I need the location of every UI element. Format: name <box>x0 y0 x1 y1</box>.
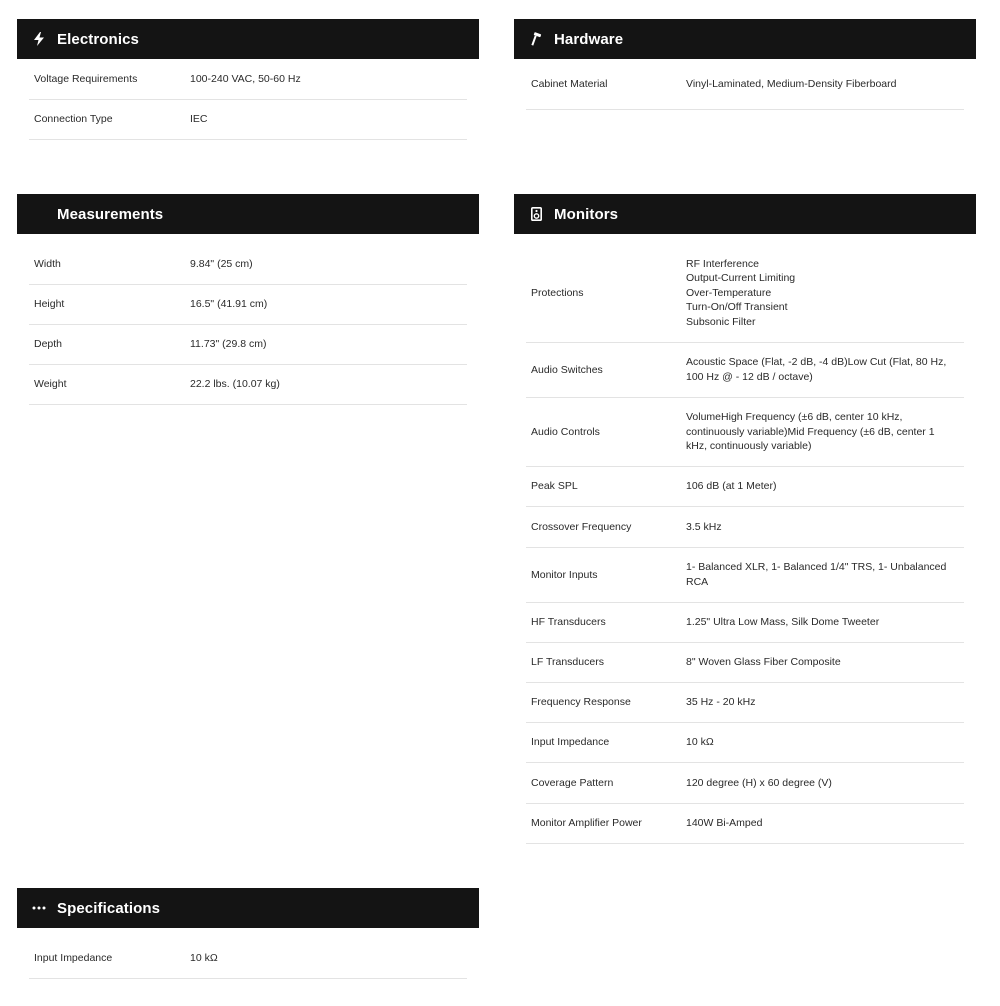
spec-value: IEC <box>190 113 208 126</box>
spec-value: 9.84" (25 cm) <box>190 257 253 270</box>
spec-row-height <box>29 285 467 325</box>
spec-label: Depth <box>34 338 63 351</box>
spec-value-line: Acoustic Space (Flat, -2 dB, -4 dB)Low Cut (Flat, 80 Hz, <box>686 356 947 369</box>
electronics-title: Electronics <box>57 30 139 48</box>
spec-value: 10 kΩ <box>686 736 714 749</box>
spec-label: Crossover Frequency <box>531 520 632 533</box>
specifications-header <box>17 888 479 928</box>
monitors-header <box>514 194 976 234</box>
electronics-header <box>17 19 479 59</box>
spec-value: 22.2 lbs. (10.07 kg) <box>190 378 280 391</box>
spec-label: Audio Switches <box>531 363 603 376</box>
spec-row-cabinet <box>526 59 964 110</box>
specifications-panel <box>17 888 479 979</box>
spec-label: Coverage Pattern <box>531 776 614 789</box>
hardware-rows <box>526 59 964 110</box>
spec-value-line: continuously variable)Mid Frequency (±6 dB, center 1 <box>686 425 935 438</box>
electronics-rows <box>29 59 467 140</box>
specifications-rows <box>29 928 467 979</box>
spec-value-line: kHz, continuously variable) <box>686 440 812 453</box>
spec-value: 11.73" (29.8 cm) <box>190 338 267 351</box>
spec-value <box>686 560 964 589</box>
spec-label: Frequency Response <box>531 696 631 709</box>
spec-row-coverage-pattern <box>526 763 964 804</box>
spec-value-line: 1- Balanced XLR, 1- Balanced 1/4" TRS, 1- Unbalanced <box>686 561 947 574</box>
spec-row-voltage <box>29 59 467 100</box>
electronics-panel <box>17 19 479 140</box>
spec-value: Vinyl-Laminated, Medium-Density Fiberboard <box>686 77 897 90</box>
monitors-title: Monitors <box>554 205 619 223</box>
spec-row-frequency-response <box>526 683 964 723</box>
spec-value: 16.5" (41.91 cm) <box>190 298 268 311</box>
spec-label: Width <box>34 257 61 270</box>
monitors-panel <box>514 194 976 844</box>
spec-label: Height <box>34 298 65 311</box>
spec-value-line: Subsonic Filter <box>686 315 756 328</box>
spec-value-line: RF Interference <box>686 257 759 270</box>
measurements-panel <box>17 194 479 405</box>
spec-row-amplifier-power <box>526 804 964 844</box>
measurements-icon-placeholder <box>31 206 47 222</box>
spec-label: Input Impedance <box>34 951 113 964</box>
spec-value <box>686 355 964 384</box>
measurements-header <box>17 194 479 234</box>
spec-value: 140W Bi-Amped <box>686 817 763 830</box>
spec-value: 106 dB (at 1 Meter) <box>686 480 777 493</box>
spec-value <box>686 257 964 330</box>
spec-label: HF Transducers <box>531 616 606 629</box>
monitors-rows <box>526 234 964 844</box>
hardware-header <box>514 19 976 59</box>
spec-label: Audio Controls <box>531 425 600 438</box>
more-dots-icon <box>31 900 47 916</box>
spec-row-audio-switches <box>526 343 964 398</box>
spec-row-protections <box>526 234 964 343</box>
hammer-icon <box>528 31 544 47</box>
spec-label: Peak SPL <box>531 480 578 493</box>
spec-label: Cabinet Material <box>531 77 608 90</box>
spec-value: 1.25" Ultra Low Mass, Silk Dome Tweeter <box>686 616 880 629</box>
speaker-icon <box>528 206 544 222</box>
specifications-title: Specifications <box>57 899 161 917</box>
spec-row-peak-spl <box>526 467 964 507</box>
spec-label: Voltage Requirements <box>34 72 138 85</box>
spec-label: Monitor Inputs <box>531 568 598 581</box>
spec-row-input-impedance <box>29 928 467 979</box>
measurements-title: Measurements <box>57 205 164 223</box>
spec-row-audio-controls <box>526 398 964 467</box>
spec-label: Protections <box>531 286 584 299</box>
hardware-panel <box>514 19 976 110</box>
spec-value-line: VolumeHigh Frequency (±6 dB, center 10 kHz, <box>686 411 903 424</box>
measurements-rows <box>29 234 467 405</box>
spec-row-connection <box>29 100 467 140</box>
spec-label: LF Transducers <box>531 656 604 669</box>
spec-value <box>686 410 964 454</box>
hardware-title: Hardware <box>554 30 624 48</box>
spec-value-line: RCA <box>686 576 709 588</box>
spec-value: 3.5 kHz <box>686 520 722 533</box>
spec-row-monitor-inputs <box>526 548 964 603</box>
spec-value-line: Output-Current Limiting <box>686 272 796 285</box>
spec-label: Monitor Amplifier Power <box>531 817 642 830</box>
spec-value-line: Turn-On/Off Transient <box>686 301 788 314</box>
spec-value-line: Over-Temperature <box>686 286 772 299</box>
spec-row-crossover <box>526 507 964 548</box>
spec-row-width <box>29 234 467 285</box>
spec-row-hf-transducers <box>526 603 964 643</box>
spec-label: Weight <box>34 378 67 391</box>
spec-value: 8" Woven Glass Fiber Composite <box>686 656 841 669</box>
spec-value: 10 kΩ <box>190 951 218 964</box>
spec-label: Input Impedance <box>531 736 610 749</box>
spec-row-lf-transducers <box>526 643 964 683</box>
spec-row-weight <box>29 365 467 405</box>
spec-value: 35 Hz - 20 kHz <box>686 696 756 709</box>
spec-label: Connection Type <box>34 113 113 126</box>
spec-value: 100-240 VAC, 50-60 Hz <box>190 72 301 85</box>
spec-row-input-impedance <box>526 723 964 763</box>
spec-value-line: 100 Hz @ - 12 dB / octave) <box>686 371 813 383</box>
spec-row-depth <box>29 325 467 365</box>
spec-value: 120 degree (H) x 60 degree (V) <box>686 776 832 789</box>
lightning-bolt-icon <box>31 31 47 47</box>
